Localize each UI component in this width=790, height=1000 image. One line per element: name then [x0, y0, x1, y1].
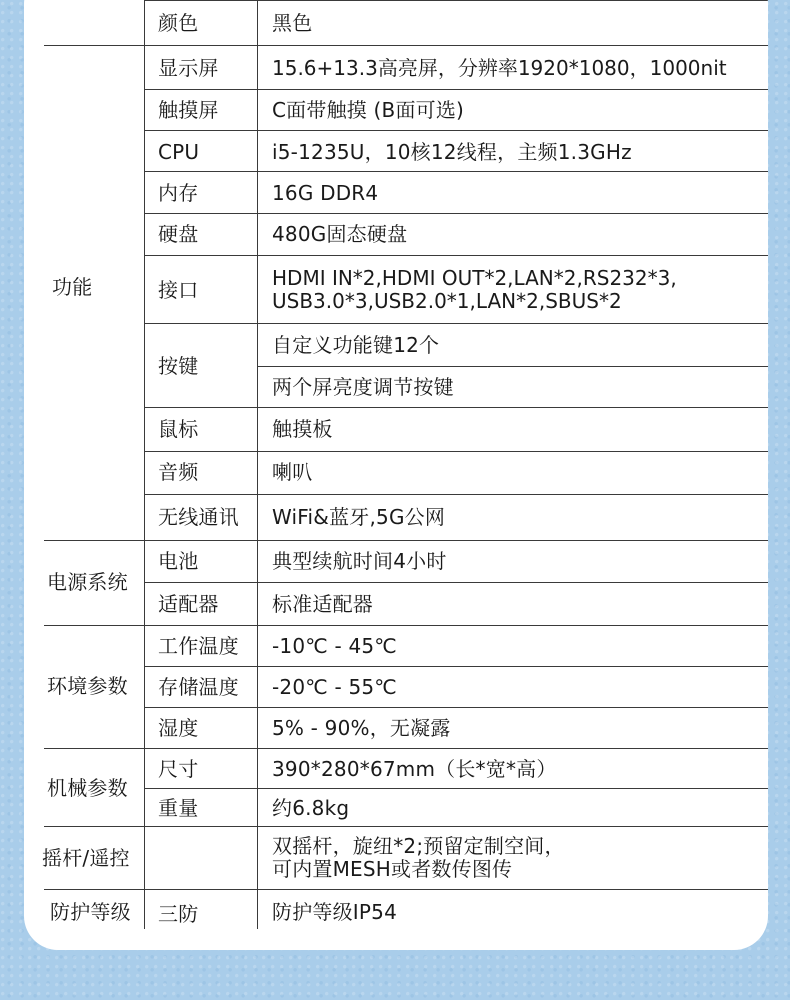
group-label-mechanical: 机械参数 — [47, 776, 128, 800]
item-label: 三防 — [158, 902, 199, 926]
spec-card — [24, 0, 768, 950]
value-cell: WiFi&蓝牙,5G公网 — [272, 505, 446, 529]
group-label-function: 功能 — [52, 275, 93, 299]
value-cell: -20℃ - 55℃ — [272, 675, 397, 699]
group-label-protection: 防护等级 — [50, 900, 131, 924]
value-cell: 典型续航时间4小时 — [272, 549, 447, 573]
row-divider — [44, 889, 768, 890]
item-label: 重量 — [158, 796, 199, 820]
row-divider — [144, 407, 768, 408]
item-label: 尺寸 — [158, 757, 199, 781]
row-divider — [144, 451, 768, 452]
item-label: 湿度 — [158, 716, 199, 740]
value-cell — [272, 832, 565, 884]
row-divider — [144, 89, 768, 90]
item-label: 内存 — [158, 181, 199, 205]
row-divider — [144, 582, 768, 583]
value-line: HDMI IN*2,HDMI OUT*2,LAN*2,RS232*3, — [272, 266, 677, 290]
value-line: 可内置MESH或者数传图传 — [272, 857, 513, 881]
row-divider — [144, 130, 768, 131]
row-divider — [144, 494, 768, 495]
item-label: CPU — [158, 140, 200, 164]
value-line: 双摇杆，旋纽*2;预留定制空间， — [272, 834, 565, 858]
row-divider — [144, 788, 768, 789]
item-label: 工作温度 — [158, 634, 239, 658]
item-label: 显示屏 — [158, 56, 219, 80]
value-cell: 防护等级IP54 — [272, 900, 398, 924]
column-divider — [257, 0, 258, 929]
row-divider — [144, 0, 768, 1]
row-divider — [144, 171, 768, 172]
column-divider — [144, 0, 145, 929]
value-cell: 480G固态硬盘 — [272, 222, 408, 246]
value-cell: 5% - 90%，无凝露 — [272, 716, 451, 740]
group-label-environment: 环境参数 — [47, 674, 128, 698]
row-divider — [144, 707, 768, 708]
value-cell: 触摸板 — [272, 417, 333, 441]
value-cell — [272, 262, 677, 318]
value-cell: 两个屏亮度调节按键 — [272, 375, 454, 399]
value-cell: 喇叭 — [272, 460, 313, 484]
row-divider — [44, 45, 768, 46]
row-divider — [257, 366, 768, 367]
value-cell: i5-1235U，10核12线程，主频1.3GHz — [272, 140, 632, 164]
row-divider — [44, 540, 768, 541]
value-cell: C面带触摸 (B面可选) — [272, 98, 465, 122]
value-cell: 390*280*67mm（长*宽*高） — [272, 757, 557, 781]
row-divider — [44, 826, 768, 827]
value-cell: -10℃ - 45℃ — [272, 634, 397, 658]
value-cell: 自定义功能键12个 — [272, 333, 440, 357]
row-divider — [44, 625, 768, 626]
item-label: 音频 — [158, 460, 199, 484]
item-label: 鼠标 — [158, 417, 199, 441]
value-cell: 黑色 — [272, 11, 313, 35]
value-cell: 标准适配器 — [272, 592, 373, 616]
item-label: 存储温度 — [158, 675, 239, 699]
row-divider — [144, 213, 768, 214]
value-cell: 约6.8kg — [272, 796, 350, 820]
value-cell: 15.6+13.3高亮屏，分辨率1920*1080，1000nit — [272, 56, 727, 80]
row-divider — [144, 666, 768, 667]
item-label: 硬盘 — [158, 222, 199, 246]
group-label-joystick: 摇杆/遥控 — [42, 846, 130, 870]
row-divider — [144, 255, 768, 256]
row-divider — [44, 748, 768, 749]
item-label: 颜色 — [158, 11, 199, 35]
value-cell: 16G DDR4 — [272, 181, 379, 205]
item-label: 触摸屏 — [158, 98, 219, 122]
item-label: 电池 — [158, 549, 199, 573]
group-label-power: 电源系统 — [47, 570, 128, 594]
item-label: 按键 — [158, 354, 199, 378]
value-line: USB3.0*3,USB2.0*1,LAN*2,SBUS*2 — [272, 289, 622, 313]
item-label: 适配器 — [158, 592, 219, 616]
item-label: 接口 — [158, 278, 199, 302]
row-divider — [144, 323, 768, 324]
item-label: 无线通讯 — [158, 505, 239, 529]
